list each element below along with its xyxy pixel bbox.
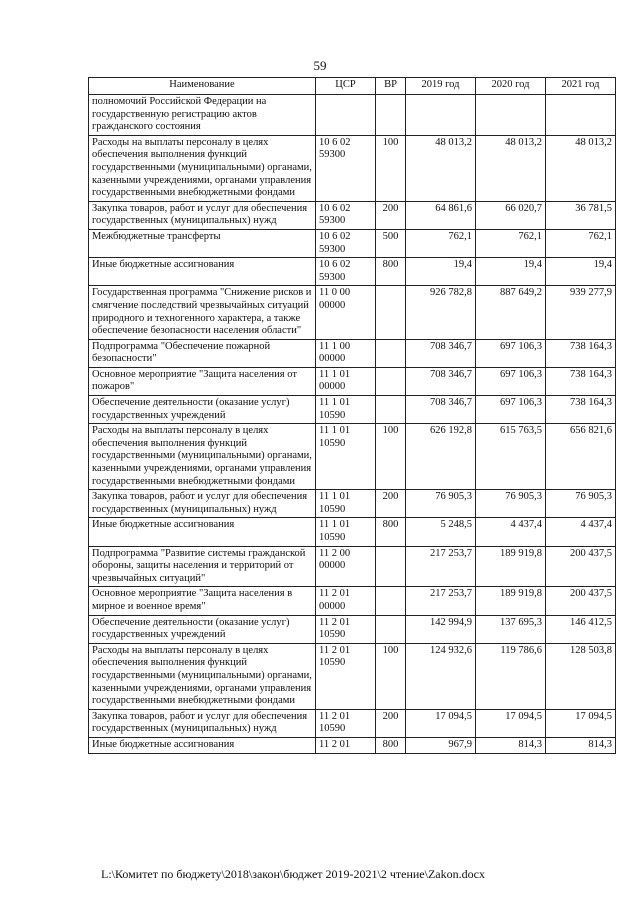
- cell-name: Обеспечение деятельности (оказание услуг) государственных учреждений: [89, 396, 316, 424]
- cell-2021: 76 905,3: [546, 490, 616, 518]
- cell-2019: 48 013,2: [406, 135, 476, 201]
- cell-2020: 697 106,3: [476, 396, 546, 424]
- cell-vr: [376, 95, 406, 136]
- table-body: [89, 95, 616, 754]
- cell-csr: 11 1 00 00000: [316, 339, 376, 367]
- cell-2019: [406, 95, 476, 136]
- cell-2020: 66 020,7: [476, 201, 546, 229]
- table-row: [89, 135, 616, 201]
- cell-vr: [376, 615, 406, 643]
- cell-vr: 100: [376, 135, 406, 201]
- cell-2021: 738 164,3: [546, 367, 616, 395]
- cell-2019: 626 192,8: [406, 424, 476, 490]
- cell-2020: 48 013,2: [476, 135, 546, 201]
- cell-csr: 11 1 01 10590: [316, 396, 376, 424]
- cell-csr: 11 2 01 10590: [316, 709, 376, 737]
- table-row: [89, 546, 616, 587]
- cell-name: Закупка товаров, работ и услуг для обеспечения государственных (муниципальных) нужд: [89, 490, 316, 518]
- cell-2020: 887 649,2: [476, 286, 546, 339]
- cell-2021: 200 437,5: [546, 546, 616, 587]
- cell-2019: 76 905,3: [406, 490, 476, 518]
- cell-name: Государственная программа "Снижение рисков и смягчение последствий чрезвычайных ситуаций природного и техногенного характера, а также обеспечение безопасности населения области": [89, 286, 316, 339]
- cell-csr: 10 6 02 59300: [316, 135, 376, 201]
- cell-2021: 146 412,5: [546, 615, 616, 643]
- cell-2020: 76 905,3: [476, 490, 546, 518]
- cell-name: Закупка товаров, работ и услуг для обеспечения государственных (муниципальных) нужд: [89, 709, 316, 737]
- cell-2019: 708 346,7: [406, 339, 476, 367]
- cell-2021: 19,4: [546, 258, 616, 286]
- cell-name: полномочий Российской Федерации на государственную регистрацию актов гражданского состояния: [89, 95, 316, 136]
- cell-2021: 814,3: [546, 737, 616, 753]
- column-header-vr: ВР: [376, 78, 406, 95]
- table-row: [89, 95, 616, 136]
- cell-2020: 4 437,4: [476, 518, 546, 546]
- cell-name: Расходы на выплаты персоналу в целях обеспечения выполнения функций государственными (муниципальными) органами, казенными учреждениями, органами управления государственными внебюджетными фондами: [89, 643, 316, 709]
- cell-2021: 656 821,6: [546, 424, 616, 490]
- cell-vr: 200: [376, 201, 406, 229]
- cell-2020: 137 695,3: [476, 615, 546, 643]
- cell-csr: 11 1 01 00000: [316, 367, 376, 395]
- cell-vr: 100: [376, 424, 406, 490]
- cell-name: Основное мероприятие "Защита населения в мирное и военное время": [89, 587, 316, 615]
- cell-csr: 11 0 00 00000: [316, 286, 376, 339]
- cell-csr: 11 2 00 00000: [316, 546, 376, 587]
- file-path-footer: L:\Комитет по бюджету\2018\закон\бюджет 2019-2021\2 чтение\Zakon.docx: [101, 867, 485, 881]
- cell-csr: 11 2 01 10590: [316, 615, 376, 643]
- column-header-name: Наименование: [89, 78, 316, 95]
- cell-name: Обеспечение деятельности (оказание услуг) государственных учреждений: [89, 615, 316, 643]
- cell-csr: 10 6 02 59300: [316, 201, 376, 229]
- table-row: [89, 587, 616, 615]
- cell-name: Иные бюджетные ассигнования: [89, 737, 316, 753]
- cell-2019: 708 346,7: [406, 396, 476, 424]
- cell-2020: 697 106,3: [476, 367, 546, 395]
- cell-2021: 48 013,2: [546, 135, 616, 201]
- cell-vr: [376, 396, 406, 424]
- cell-2021: [546, 95, 616, 136]
- cell-vr: [376, 286, 406, 339]
- table-row: [89, 396, 616, 424]
- cell-vr: [376, 587, 406, 615]
- cell-2020: 119 786,6: [476, 643, 546, 709]
- cell-2019: 19,4: [406, 258, 476, 286]
- cell-2020: 19,4: [476, 258, 546, 286]
- cell-vr: 100: [376, 643, 406, 709]
- cell-vr: [376, 339, 406, 367]
- cell-2020: 189 919,8: [476, 587, 546, 615]
- cell-csr: 11 2 01: [316, 737, 376, 753]
- column-header-2020: 2020 год: [476, 78, 546, 95]
- cell-2019: 967,9: [406, 737, 476, 753]
- table-row: [89, 424, 616, 490]
- cell-2020: 762,1: [476, 229, 546, 257]
- cell-name: Расходы на выплаты персоналу в целях обеспечения выполнения функций государственными (муниципальными) органами, казенными учреждениями, органами управления государственными внебюджетными фондами: [89, 135, 316, 201]
- column-header-2019: 2019 год: [406, 78, 476, 95]
- cell-2021: 17 094,5: [546, 709, 616, 737]
- cell-csr: 11 1 01 10590: [316, 518, 376, 546]
- cell-csr: 11 2 01 00000: [316, 587, 376, 615]
- cell-2019: 708 346,7: [406, 367, 476, 395]
- cell-name: Расходы на выплаты персоналу в целях обеспечения выполнения функций государственными (муниципальными) органами, казенными учреждениями, органами управления государственными внебюджетными фондами: [89, 424, 316, 490]
- table-row: [89, 339, 616, 367]
- cell-vr: [376, 367, 406, 395]
- cell-name: Межбюджетные трансферты: [89, 229, 316, 257]
- cell-2019: 142 994,9: [406, 615, 476, 643]
- cell-csr: 10 6 02 59300: [316, 229, 376, 257]
- table-row: [89, 229, 616, 257]
- column-header-2021: 2021 год: [546, 78, 616, 95]
- cell-vr: 800: [376, 258, 406, 286]
- budget-table: [88, 77, 616, 754]
- cell-2019: 217 253,7: [406, 587, 476, 615]
- cell-vr: 500: [376, 229, 406, 257]
- cell-name: Подпрограмма "Обеспечение пожарной безопасности": [89, 339, 316, 367]
- cell-2019: 762,1: [406, 229, 476, 257]
- cell-2019: 64 861,6: [406, 201, 476, 229]
- cell-csr: 11 1 01 10590: [316, 490, 376, 518]
- cell-name: Подпрограмма "Развитие системы гражданской обороны, защиты населения и территорий от чрезвычайных ситуаций": [89, 546, 316, 587]
- cell-2020: [476, 95, 546, 136]
- table-header-row: [89, 78, 616, 95]
- cell-2021: 738 164,3: [546, 396, 616, 424]
- cell-2019: 17 094,5: [406, 709, 476, 737]
- table-row: [89, 201, 616, 229]
- cell-2020: 814,3: [476, 737, 546, 753]
- cell-vr: [376, 546, 406, 587]
- cell-2020: 615 763,5: [476, 424, 546, 490]
- cell-vr: 800: [376, 737, 406, 753]
- table-row: [89, 258, 616, 286]
- cell-2020: 17 094,5: [476, 709, 546, 737]
- cell-csr: 11 2 01 10590: [316, 643, 376, 709]
- cell-csr: 10 6 02 59300: [316, 258, 376, 286]
- cell-vr: 200: [376, 709, 406, 737]
- cell-2019: 124 932,6: [406, 643, 476, 709]
- table-row: [89, 286, 616, 339]
- cell-csr: [316, 95, 376, 136]
- cell-name: Закупка товаров, работ и услуг для обеспечения государственных (муниципальных) нужд: [89, 201, 316, 229]
- table-row: [89, 490, 616, 518]
- page-number: 59: [313, 58, 327, 73]
- table-row: [89, 737, 616, 753]
- cell-2019: 5 248,5: [406, 518, 476, 546]
- table-row: [89, 615, 616, 643]
- table-row: [89, 518, 616, 546]
- table-row: [89, 367, 616, 395]
- cell-name: Иные бюджетные ассигнования: [89, 518, 316, 546]
- column-header-csr: ЦСР: [316, 78, 376, 95]
- cell-name: Иные бюджетные ассигнования: [89, 258, 316, 286]
- cell-csr: 11 1 01 10590: [316, 424, 376, 490]
- cell-2021: 939 277,9: [546, 286, 616, 339]
- cell-vr: 200: [376, 490, 406, 518]
- cell-2019: 926 782,8: [406, 286, 476, 339]
- cell-2021: 738 164,3: [546, 339, 616, 367]
- cell-name: Основное мероприятие "Защита населения от пожаров": [89, 367, 316, 395]
- table-row: [89, 643, 616, 709]
- cell-2021: 4 437,4: [546, 518, 616, 546]
- table-row: [89, 709, 616, 737]
- cell-2020: 189 919,8: [476, 546, 546, 587]
- cell-2020: 697 106,3: [476, 339, 546, 367]
- cell-vr: 800: [376, 518, 406, 546]
- cell-2021: 128 503,8: [546, 643, 616, 709]
- cell-2021: 200 437,5: [546, 587, 616, 615]
- cell-2021: 762,1: [546, 229, 616, 257]
- cell-2021: 36 781,5: [546, 201, 616, 229]
- cell-2019: 217 253,7: [406, 546, 476, 587]
